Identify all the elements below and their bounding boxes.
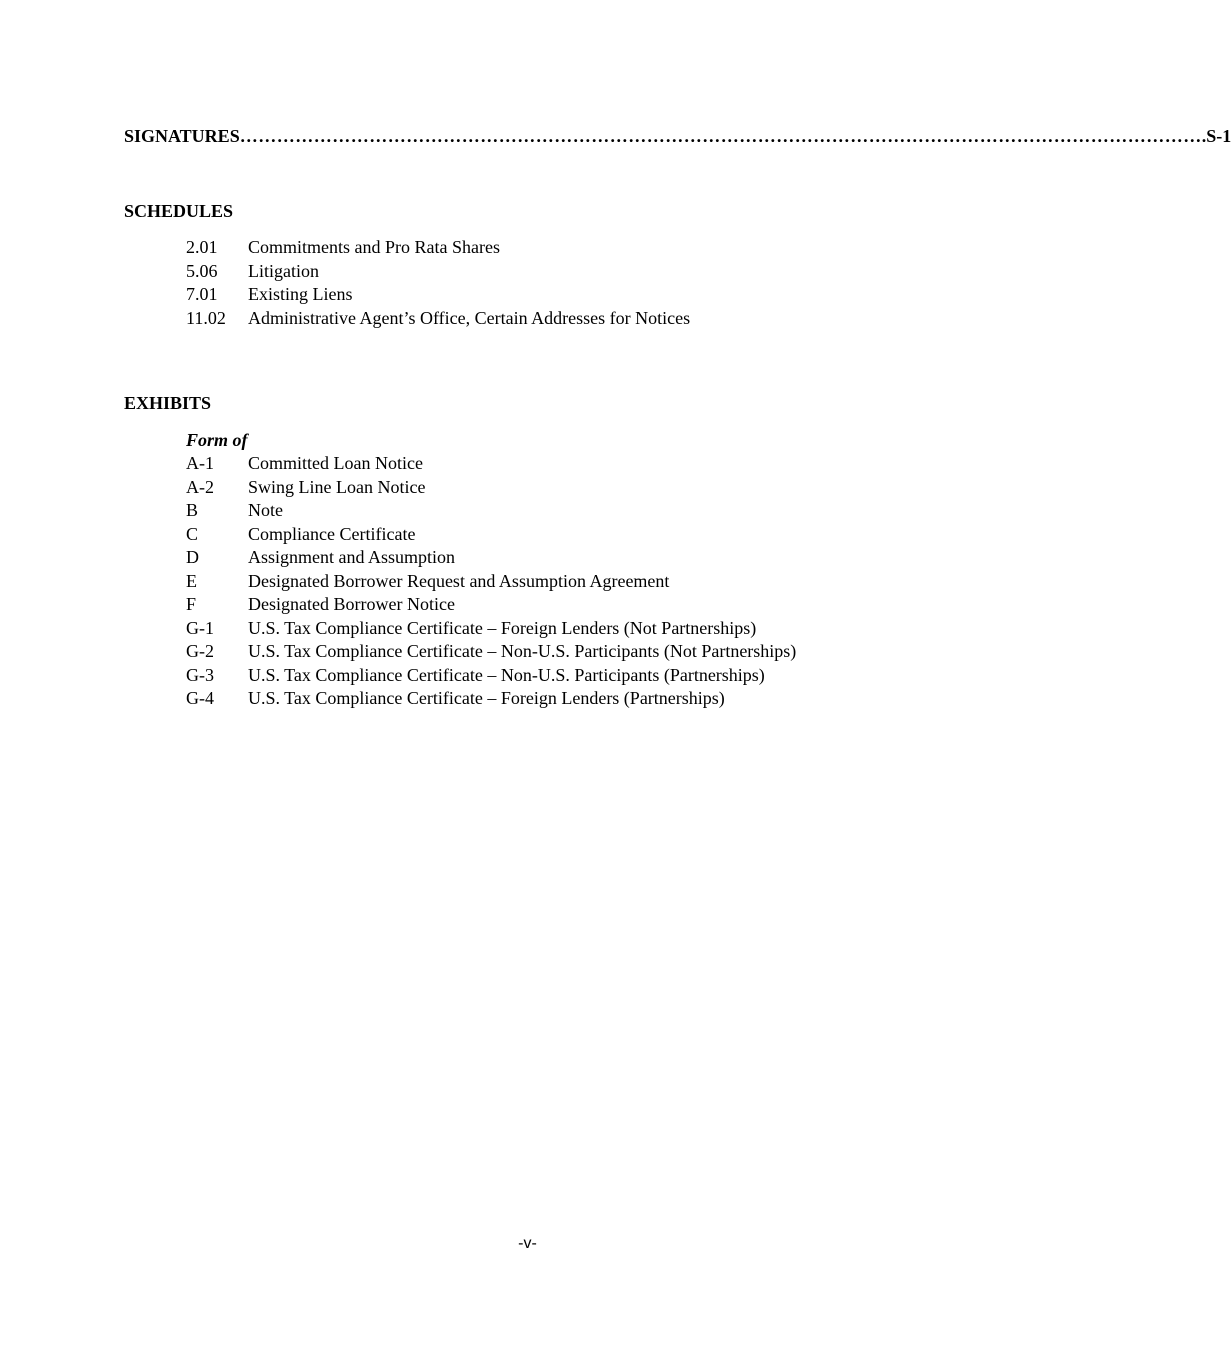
item-title: U.S. Tax Compliance Certificate – Foreign Lenders (Not Partnerships) <box>248 617 757 638</box>
item-number: 2.01 <box>186 237 218 257</box>
item-title: Commitments and Pro Rata Shares <box>248 237 500 257</box>
item-title: Designated Borrower Request and Assumption Agreement <box>248 570 670 591</box>
item-title: Assignment and Assumption <box>248 547 456 567</box>
page-number: -v- <box>518 1235 537 1252</box>
exhibits-list <box>186 452 796 711</box>
list-item <box>186 499 796 523</box>
list-item <box>186 452 796 476</box>
list-item <box>186 570 796 594</box>
list-item <box>186 664 796 688</box>
list-item <box>186 546 796 570</box>
item-number: 11.02 <box>186 307 226 328</box>
item-title: Designated Borrower Notice <box>248 594 455 614</box>
item-title: U.S. Tax Compliance Certificate – Non-U.S. Participants (Partnerships) <box>248 664 765 685</box>
item-title: Existing Liens <box>248 284 353 304</box>
item-title: Note <box>248 500 283 520</box>
item-title: Committed Loan Notice <box>248 453 423 473</box>
list-item <box>186 260 690 284</box>
schedules-heading: SCHEDULES <box>124 201 234 221</box>
item-number: 5.06 <box>186 260 218 281</box>
toc-entry-page: .S-1 <box>1201 126 1231 146</box>
item-number: G-2 <box>186 641 214 661</box>
schedules-list <box>186 236 690 330</box>
item-number: F <box>186 594 197 614</box>
item-number: A-1 <box>186 453 214 473</box>
item-number: B <box>186 500 199 520</box>
item-title: Compliance Certificate <box>248 523 416 544</box>
item-number: 7.01 <box>186 284 218 304</box>
item-number: E <box>186 570 197 591</box>
toc-entry-label: SIGNATURES <box>124 126 240 146</box>
dot-leader: ………………………………………………………………………………………………………………………………………… <box>239 126 1202 146</box>
list-item <box>186 236 690 260</box>
item-number: G-1 <box>186 617 214 638</box>
list-item <box>186 617 796 641</box>
item-number: G-4 <box>186 688 214 708</box>
exhibits-heading: EXHIBITS <box>124 393 212 413</box>
item-title: U.S. Tax Compliance Certificate – Non-U.S. Participants (Not Partnerships) <box>248 641 797 661</box>
list-item <box>186 283 690 307</box>
list-item <box>186 687 796 711</box>
list-item <box>186 307 690 331</box>
item-number: C <box>186 523 199 544</box>
list-item <box>186 476 796 500</box>
item-title: U.S. Tax Compliance Certificate – Foreign Lenders (Partnerships) <box>248 688 725 708</box>
toc-entry-signatures <box>124 124 1231 148</box>
item-number: A-2 <box>186 476 214 497</box>
form-of-label: Form of <box>186 430 248 450</box>
item-number: G-3 <box>186 664 214 685</box>
item-title: Administrative Agent’s Office, Certain Addresses for Notices <box>248 307 691 328</box>
item-title: Litigation <box>248 260 319 281</box>
list-item <box>186 640 796 664</box>
list-item <box>186 593 796 617</box>
list-item <box>186 523 796 547</box>
item-number: D <box>186 547 199 567</box>
item-title: Swing Line Loan Notice <box>248 476 426 497</box>
